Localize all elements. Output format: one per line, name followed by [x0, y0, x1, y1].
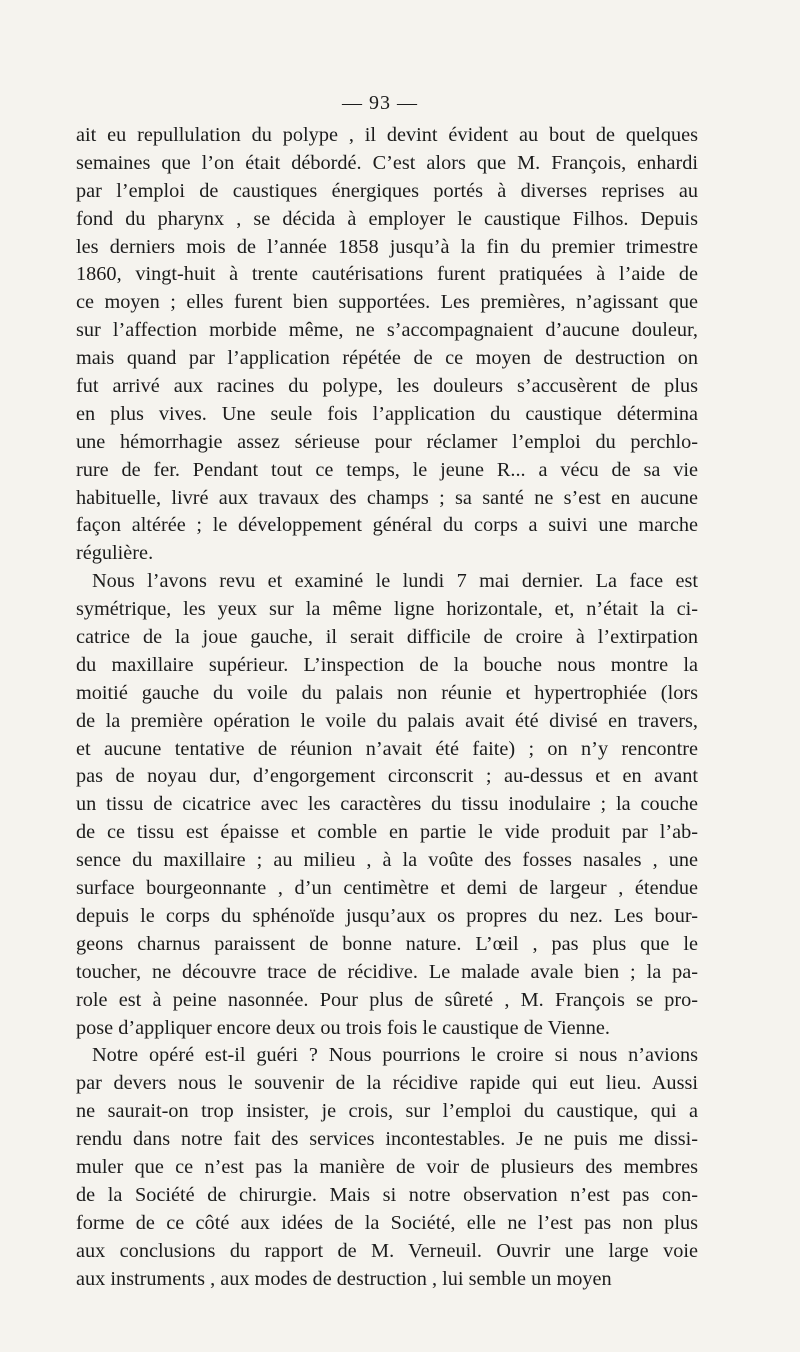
- text-line: forme de ce côté aux idées de la Société, elle ne l’est pas non plus: [76, 1211, 698, 1234]
- text-line: moitié gauche du voile du palais non réunie et hypertrophiée (lors: [76, 681, 698, 704]
- text-line: toucher, ne découvre trace de récidive. Le malade avale bien ; la pa-: [76, 960, 698, 983]
- text-line: mais quand par l’application répétée de ce moyen de destruction on: [76, 347, 698, 370]
- text-line: habituelle, livré aux travaux des champs ; sa santé ne s’est en aucune: [76, 486, 698, 509]
- text-line: du maxillaire supérieur. L’inspection de la bouche nous montre la: [76, 653, 698, 676]
- text-line: Notre opéré est-il guéri ? Nous pourrions le croire si nous n’avions: [92, 1044, 698, 1067]
- text-line: rure de fer. Pendant tout ce temps, le jeune R... a vécu de sa vie: [76, 458, 698, 481]
- text-line: ait eu repullulation du polype , il devint évident au bout de quelques: [76, 124, 698, 146]
- paragraph: [76, 1042, 698, 1293]
- text-line: de la première opération le voile du palais avait été divisé en travers,: [76, 709, 698, 732]
- text-line: ne saurait-on trop insister, je crois, sur l’emploi du caustique, qui a: [76, 1100, 698, 1123]
- text-line: et aucune tentative de réunion n’avait été faite) ; on n’y rencontre: [76, 737, 698, 760]
- text-line: semaines que l’on était débordé. C’est alors que M. François, enhardi: [76, 151, 698, 174]
- paragraph: [76, 122, 698, 568]
- text-line: ce moyen ; elles furent bien supportées. Les premières, n’agissant que: [76, 291, 698, 314]
- text-line: les derniers mois de l’année 1858 jusqu’à la fin du premier trimestre: [76, 235, 698, 258]
- text-line: de ce tissu est épaisse et comble en partie le vide produit par l’ab-: [76, 821, 698, 844]
- text-line: un tissu de cicatrice avec les caractères du tissu inodulaire ; la couche: [76, 793, 698, 816]
- text-line: pose d’appliquer encore deux ou trois fois le caustique de Vienne.: [76, 1016, 611, 1039]
- page-number: — 93 —: [342, 92, 418, 114]
- text-line: aux instruments , aux modes de destruction , lui semble un moyen: [76, 1267, 612, 1290]
- text-line: muler que ce n’est pas la manière de voir de plusieurs des membres: [76, 1155, 698, 1178]
- text-line: aux conclusions du rapport de M. Verneuil. Ouvrir une large voie: [76, 1239, 698, 1262]
- text-line: régulière.: [76, 542, 154, 565]
- text-line: pas de noyau dur, d’engorgement circonscrit ; au-dessus et en avant: [76, 765, 698, 788]
- text-line: rendu dans notre fait des services incontestables. Je ne puis me dissi-: [76, 1128, 698, 1151]
- text-line: façon altérée ; le développement général du corps a suivi une marche: [76, 514, 698, 537]
- text-line: depuis le corps du sphénoïde jusqu’aux os propres du nez. Les bour-: [76, 904, 698, 927]
- text-line: fond du pharynx , se décida à employer le caustique Filhos. Depuis: [76, 207, 698, 230]
- text-line: catrice de la joue gauche, il serait difficile de croire à l’extirpation: [76, 626, 698, 649]
- text-line: en plus vives. Une seule fois l’application du caustique détermina: [76, 402, 698, 425]
- body-text: [76, 122, 698, 1293]
- text-line: sur l’affection morbide même, ne s’accompagnaient d’aucune douleur,: [76, 319, 698, 342]
- text-line: une hémorrhagie assez sérieuse pour réclamer l’emploi du perchlo-: [76, 430, 698, 453]
- text-line: par devers nous le souvenir de la récidive rapide qui eut lieu. Aussi: [76, 1072, 698, 1095]
- paragraph: [76, 568, 698, 1042]
- text-line: de la Société de chirurgie. Mais si notre observation n’est pas con-: [76, 1183, 698, 1206]
- text-line: fut arrivé aux racines du polype, les douleurs s’accusèrent de plus: [76, 375, 698, 398]
- text-line: role est à peine nasonnée. Pour plus de sûreté , M. François se pro-: [76, 988, 698, 1011]
- text-line: 1860, vingt-huit à trente cautérisations furent pratiquées à l’aide de: [76, 263, 698, 286]
- text-line: geons charnus paraissent de bonne nature. L’œil , pas plus que le: [76, 932, 698, 955]
- text-line: par l’emploi de caustiques énergiques portés à diverses reprises au: [76, 179, 698, 202]
- text-line: sence du maxillaire ; au milieu , à la voûte des fosses nasales , une: [76, 849, 698, 872]
- text-line: symétrique, les yeux sur la même ligne horizontale, et, n’était la ci-: [76, 598, 698, 621]
- text-line: Nous l’avons revu et examiné le lundi 7 mai dernier. La face est: [92, 570, 698, 593]
- text-line: surface bourgeonnante , d’un centimètre et demi de largeur , étendue: [76, 877, 698, 900]
